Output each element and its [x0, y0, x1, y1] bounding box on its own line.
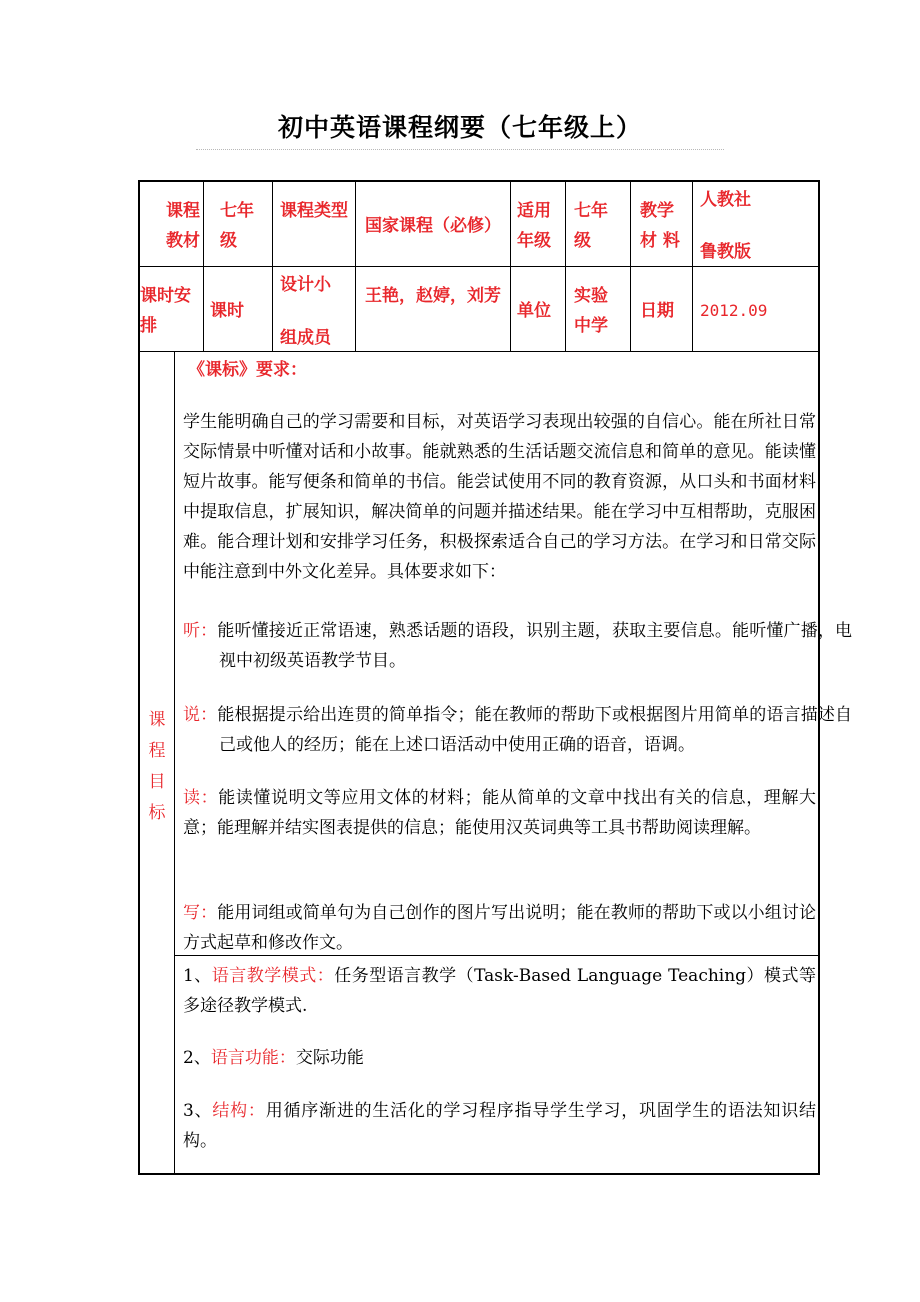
- writing-label: 写：: [183, 903, 218, 923]
- hours-label: 课时: [210, 301, 244, 321]
- publisher-2: 鲁教版: [700, 242, 751, 262]
- grade-value: 七年级: [220, 201, 254, 251]
- schedule-label: 课时安排: [140, 286, 191, 336]
- writing-requirement: 写：能用词组或简单句为自己创作的图片写出说明；能在教师的帮助下或以小组讨论方式起草和修改作文。: [183, 903, 817, 953]
- teaching-mode-item: 1、语言教学模式：任务型语言教学（Task-Based Language Teaching）模式等多途径教学模式.: [183, 966, 816, 1016]
- course-goals-label: 课 程 目 标: [148, 710, 166, 823]
- language-function-item: 2、语言功能：交际功能: [183, 1048, 364, 1068]
- col-divider: [630, 181, 631, 351]
- standard-heading: 《课标》要求：: [188, 360, 307, 380]
- date-value: 2012.09: [700, 301, 768, 320]
- course-type-value: 国家课程（必修）: [365, 216, 501, 236]
- speaking-requirement: 说：能根据提示给出连贯的简单指令；能在教师的帮助下或根据图片用简单的语言描述自己或他人的经历；能在上述口语活动中使用正确的语音，语调。: [183, 705, 853, 755]
- col-divider: [692, 181, 693, 351]
- unit-value: 实验中学: [574, 286, 608, 336]
- teaching-material-label: 教学材 料: [640, 201, 680, 251]
- row-divider-2: [138, 351, 820, 352]
- language-function-label: 语言功能：: [210, 1048, 296, 1068]
- col-divider: [272, 181, 273, 351]
- unit-label: 单位: [517, 301, 551, 321]
- listening-requirement: 听：能听懂接近正常语速，熟悉话题的语段，识别主题，获取主要信息。能听懂广播，电视中初级英语教学节目。: [183, 621, 853, 671]
- reading-label: 读：: [183, 788, 219, 808]
- date-label: 日期: [640, 301, 674, 321]
- applicable-grade-label: 适用年级: [517, 201, 551, 251]
- syllabus-table: [138, 180, 820, 1175]
- reading-requirement: 读：能读懂说明文等应用文体的材料；能从简单的文章中找出有关的信息，理解大意；能理解并结实图表提供的信息；能使用汉英词典等工具书帮助阅读理解。: [183, 788, 817, 838]
- teaching-mode-label: 语言教学模式：: [211, 966, 335, 986]
- structure-label: 结构：: [212, 1101, 266, 1121]
- listening-label: 听：: [183, 621, 218, 641]
- col-divider: [174, 351, 175, 1175]
- structure-item: 3、结构：用循序渐进的生活化的学习程序指导学生学习，巩固学生的语法知识结构。: [183, 1101, 817, 1151]
- col-divider: [355, 181, 356, 351]
- col-divider: [565, 181, 566, 351]
- speaking-label: 说：: [183, 705, 218, 725]
- design-team-members: 王艳，赵婷，刘芳: [365, 286, 501, 306]
- page-title: 初中英语课程纲要（七年级上）: [277, 113, 642, 142]
- design-team-label-1: 设计小: [280, 275, 331, 295]
- course-material-label: 课程教材: [166, 201, 200, 251]
- course-type-label: 课程类型: [280, 201, 348, 221]
- title-divider: [196, 149, 724, 150]
- standard-intro: 学生能明确自己的学习需要和目标，对英语学习表现出较强的自信心。能在所社日常交际情景中听懂对话和小故事。能就熟悉的生活话题交流信息和简单的意见。能读懂短片故事。能写便条和简单的书信。能尝试使用不同的教育资源，从口头和书面材料中提取信息，扩展知识，解决简单的问题并描述结果。能在学习中互相帮助，克服困难。能合理计划和安排学习任务，积极探索适合自己的学习方法。在学习和日常交际中能注意到中外文化差异。具体要求如下：: [183, 412, 816, 582]
- publisher-1: 人教社: [700, 190, 751, 210]
- design-team-label-2: 组成员: [280, 328, 331, 348]
- applicable-grade-value: 七年级: [574, 201, 608, 251]
- col-divider: [510, 181, 511, 351]
- col-divider: [203, 181, 204, 351]
